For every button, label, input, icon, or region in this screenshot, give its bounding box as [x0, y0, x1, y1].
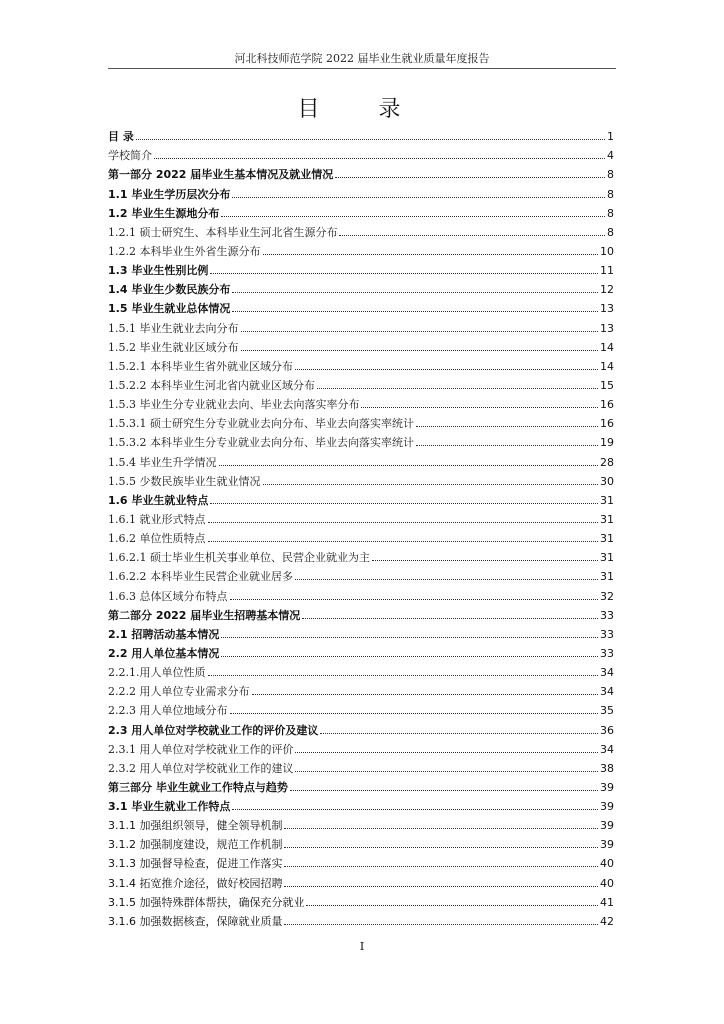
toc-entry-title: 1.2.2 本科毕业生外省生源分布 [108, 244, 261, 258]
toc-entry[interactable] [108, 909, 614, 928]
toc-entry-page: 34 [600, 742, 614, 756]
toc-entry-title: 1.6.2.2 本科毕业生民营企业就业居多 [108, 570, 293, 584]
toc-entry-title: 1.1 毕业生学历层次分布 [108, 187, 231, 201]
toc-entry-title: 2.1 招聘活动基本情况 [108, 627, 220, 641]
dot-leader [210, 273, 598, 274]
dot-leader [232, 311, 598, 312]
toc-entry-page: 4 [607, 149, 614, 163]
page-number: I [359, 940, 365, 953]
toc-entry-title: 学校简介 [108, 149, 152, 163]
toc-entry-title: 2.2.3 用人单位地域分布 [108, 704, 228, 718]
toc-entry-title: 3.1.4 拓宽推介途径，做好校园招聘 [108, 876, 283, 890]
toc-entry-page: 31 [600, 551, 614, 565]
toc-entry-page: 8 [607, 187, 614, 201]
toc-entry-page: 12 [600, 283, 614, 297]
toc-entry[interactable] [108, 756, 614, 775]
toc-entry-title: 1.6.3 总体区域分布特点 [108, 589, 228, 603]
toc-entry[interactable] [108, 469, 614, 488]
dot-leader [232, 809, 598, 810]
toc-entry[interactable] [108, 717, 614, 736]
toc-entry-page: 34 [600, 666, 614, 680]
dot-leader [284, 847, 598, 848]
toc-entry-page: 36 [600, 723, 614, 737]
dot-leader [295, 771, 598, 772]
toc-entry-title: 1.6.2.1 硕士毕业生机关事业单位、民营企业就业为主 [108, 551, 370, 565]
dot-leader [284, 886, 598, 887]
toc-entry-page: 8 [607, 206, 614, 220]
toc-entry-page: 11 [600, 264, 614, 278]
toc-entry-title: 1.5.2.1 本科毕业生省外就业区域分布 [108, 359, 293, 373]
toc-entry-title: 1.5.3.1 硕士研究生分专业就业去向分布、毕业去向落实率统计 [108, 417, 414, 431]
dot-leader [317, 388, 598, 389]
toc-entry-page: 39 [600, 800, 614, 814]
toc-entry[interactable] [108, 162, 614, 181]
toc-entry[interactable] [108, 870, 614, 889]
dot-leader [230, 599, 599, 600]
toc-entry-page: 1 [607, 130, 614, 144]
toc-entry-page: 32 [600, 589, 614, 603]
dot-leader [295, 369, 598, 370]
toc-entry-page: 41 [600, 895, 614, 909]
dot-leader [241, 331, 599, 332]
toc-entry-title: 2.3 用人单位对学校就业工作的评价及建议 [108, 723, 319, 737]
toc-entry-page: 14 [600, 340, 614, 354]
toc-entry[interactable] [108, 526, 614, 545]
toc-entry[interactable] [108, 315, 614, 334]
toc-entry-page: 42 [600, 914, 614, 928]
toc-entry-title: 1.5.1 毕业生就业去向分布 [108, 321, 239, 335]
toc-entry[interactable] [108, 603, 614, 622]
toc-entry-page: 31 [600, 493, 614, 507]
toc-entry-page: 35 [600, 704, 614, 718]
toc-entry-page: 31 [600, 512, 614, 526]
toc-entry-title: 1.2.1 硕士研究生、本科毕业生河北省生源分布 [108, 225, 338, 239]
dot-leader [372, 560, 598, 561]
toc-entry-page: 14 [600, 359, 614, 373]
toc-entry[interactable] [108, 354, 614, 373]
dot-leader [320, 733, 598, 734]
dot-leader [290, 790, 598, 791]
toc-entry-title: 1.5.4 毕业生升学情况 [108, 455, 217, 469]
toc-entry[interactable] [108, 430, 614, 449]
toc-entry-title: 1.6 毕业生就业特点 [108, 493, 209, 507]
toc-entry-title: 3.1.2 加强制度建设，规范工作机制 [108, 838, 283, 852]
toc-entry[interactable] [108, 220, 614, 239]
dot-leader [295, 752, 598, 753]
toc-entry[interactable] [108, 641, 614, 660]
toc-entry-page: 8 [607, 225, 614, 239]
toc-entry-page: 33 [600, 646, 614, 660]
toc-entry-title: 1.5 毕业生就业总体情况 [108, 302, 231, 316]
toc-entry-title: 1.5.2 毕业生就业区域分布 [108, 340, 239, 354]
toc-entry-page: 39 [600, 819, 614, 833]
toc-entry-page: 40 [600, 876, 614, 890]
toc-entry-page: 16 [600, 417, 614, 431]
toc-entry[interactable] [108, 449, 614, 468]
dot-leader [208, 541, 599, 542]
toc-entry[interactable] [108, 660, 614, 679]
toc-entry[interactable] [108, 564, 614, 583]
toc-entry-title: 3.1.1 加强组织领导，健全领导机制 [108, 819, 283, 833]
toc-entry-title: 2.2.1.用人单位性质 [108, 666, 206, 680]
toc-entry-title: 第二部分 2022 届毕业生招聘基本情况 [108, 608, 301, 622]
toc-entry[interactable] [108, 775, 614, 794]
dot-leader [339, 235, 605, 236]
table-of-contents [108, 124, 614, 928]
dot-leader [208, 522, 599, 523]
dot-leader [284, 828, 598, 829]
dot-leader [221, 656, 598, 657]
toc-entry[interactable] [108, 698, 614, 717]
toc-entry-title: 1.5.2.2 本科毕业生河北省内就业区域分布 [108, 378, 315, 392]
toc-entry[interactable] [108, 239, 614, 258]
toc-entry-page: 33 [600, 608, 614, 622]
dot-leader [208, 675, 599, 676]
toc-entry-title: 目 录 [108, 130, 134, 144]
toc-entry-page: 39 [600, 780, 614, 794]
toc-entry[interactable] [108, 258, 614, 277]
toc-entry[interactable] [108, 622, 614, 641]
toc-entry-page: 13 [600, 321, 614, 335]
toc-entry-page: 19 [600, 436, 614, 450]
toc-entry-title: 1.6.2 单位性质特点 [108, 532, 206, 546]
toc-entry-title: 1.5.3 毕业生分专业就业去向、毕业去向落实率分布 [108, 398, 360, 412]
toc-entry-title: 2.2.2 用人单位专业需求分布 [108, 685, 250, 699]
toc-entry-page: 31 [600, 570, 614, 584]
toc-entry-title: 1.6.1 就业形式特点 [108, 512, 206, 526]
dot-leader [295, 579, 598, 580]
toc-entry[interactable] [108, 794, 614, 813]
toc-entry-page: 10 [600, 244, 614, 258]
dot-leader [232, 197, 605, 198]
dot-leader [416, 445, 598, 446]
toc-entry-title: 1.3 毕业生性别比例 [108, 264, 209, 278]
toc-entry-title: 1.2 毕业生生源地分布 [108, 206, 220, 220]
toc-entry[interactable] [108, 124, 614, 143]
toc-entry-title: 第三部分 毕业生就业工作特点与趋势 [108, 780, 288, 794]
toc-entry[interactable] [108, 679, 614, 698]
toc-entry-page: 34 [600, 685, 614, 699]
dot-leader [263, 484, 599, 485]
dot-leader [221, 216, 605, 217]
toc-entry[interactable] [108, 411, 614, 430]
toc-entry[interactable] [108, 488, 614, 507]
dot-leader [416, 426, 598, 427]
dot-leader [302, 618, 598, 619]
dot-leader [284, 866, 598, 867]
toc-entry[interactable] [108, 143, 614, 162]
dot-leader [284, 924, 598, 925]
toc-entry[interactable] [108, 277, 614, 296]
dot-leader [241, 350, 599, 351]
toc-entry-title: 2.3.2 用人单位对学校就业工作的建议 [108, 761, 294, 775]
toc-entry-title: 3.1.3 加强督导检查，促进工作落实 [108, 857, 283, 871]
toc-entry-page: 31 [600, 532, 614, 546]
toc-entry-page: 38 [600, 761, 614, 775]
toc-entry[interactable] [108, 181, 614, 200]
toc-entry[interactable] [108, 201, 614, 220]
running-header: 河北科技师范学院 2022 届毕业生就业质量年度报告 [108, 50, 616, 69]
toc-entry[interactable] [108, 813, 614, 832]
toc-entry-title: 1.4 毕业生少数民族分布 [108, 283, 231, 297]
dot-leader [154, 158, 605, 159]
toc-entry[interactable] [108, 851, 614, 870]
toc-entry[interactable] [108, 373, 614, 392]
toc-entry-title: 1.5.3.2 本科毕业生分专业就业去向分布、毕业去向落实率统计 [108, 436, 414, 450]
dot-leader [335, 177, 605, 178]
dot-leader [263, 254, 599, 255]
toc-entry-page: 40 [600, 857, 614, 871]
toc-entry-page: 30 [600, 474, 614, 488]
toc-entry-page: 8 [607, 168, 614, 182]
toc-entry-title: 3.1.6 加强数据核查，保障就业质量 [108, 914, 283, 928]
toc-entry[interactable] [108, 392, 614, 411]
dot-leader [219, 465, 599, 466]
toc-entry[interactable] [108, 335, 614, 354]
toc-entry[interactable] [108, 545, 614, 564]
toc-entry-title: 1.5.5 少数民族毕业生就业情况 [108, 474, 261, 488]
dot-leader [252, 694, 599, 695]
toc-entry-title: 3.1.5 加强特殊群体帮扶，确保充分就业 [108, 895, 305, 909]
page-title: 目 录 [297, 97, 427, 122]
dot-leader [230, 713, 599, 714]
dot-leader [136, 139, 605, 140]
toc-entry-page: 15 [600, 378, 614, 392]
toc-entry-page: 13 [600, 302, 614, 316]
toc-entry[interactable] [108, 832, 614, 851]
toc-entry[interactable] [108, 507, 614, 526]
dot-leader [221, 637, 598, 638]
dot-leader [306, 905, 598, 906]
toc-entry[interactable] [108, 737, 614, 756]
toc-entry-title: 2.3.1 用人单位对学校就业工作的评价 [108, 742, 294, 756]
toc-entry[interactable] [108, 890, 614, 909]
dot-leader [210, 503, 598, 504]
toc-entry-page: 39 [600, 838, 614, 852]
toc-entry-title: 3.1 毕业生就业工作特点 [108, 800, 231, 814]
toc-entry-page: 28 [600, 455, 614, 469]
toc-entry-title: 2.2 用人单位基本情况 [108, 646, 220, 660]
dot-leader [361, 407, 598, 408]
toc-entry-title: 第一部分 2022 届毕业生基本情况及就业情况 [108, 168, 334, 182]
toc-entry-page: 16 [600, 398, 614, 412]
dot-leader [232, 292, 598, 293]
toc-entry[interactable] [108, 583, 614, 602]
toc-entry-page: 33 [600, 627, 614, 641]
toc-entry[interactable] [108, 296, 614, 315]
